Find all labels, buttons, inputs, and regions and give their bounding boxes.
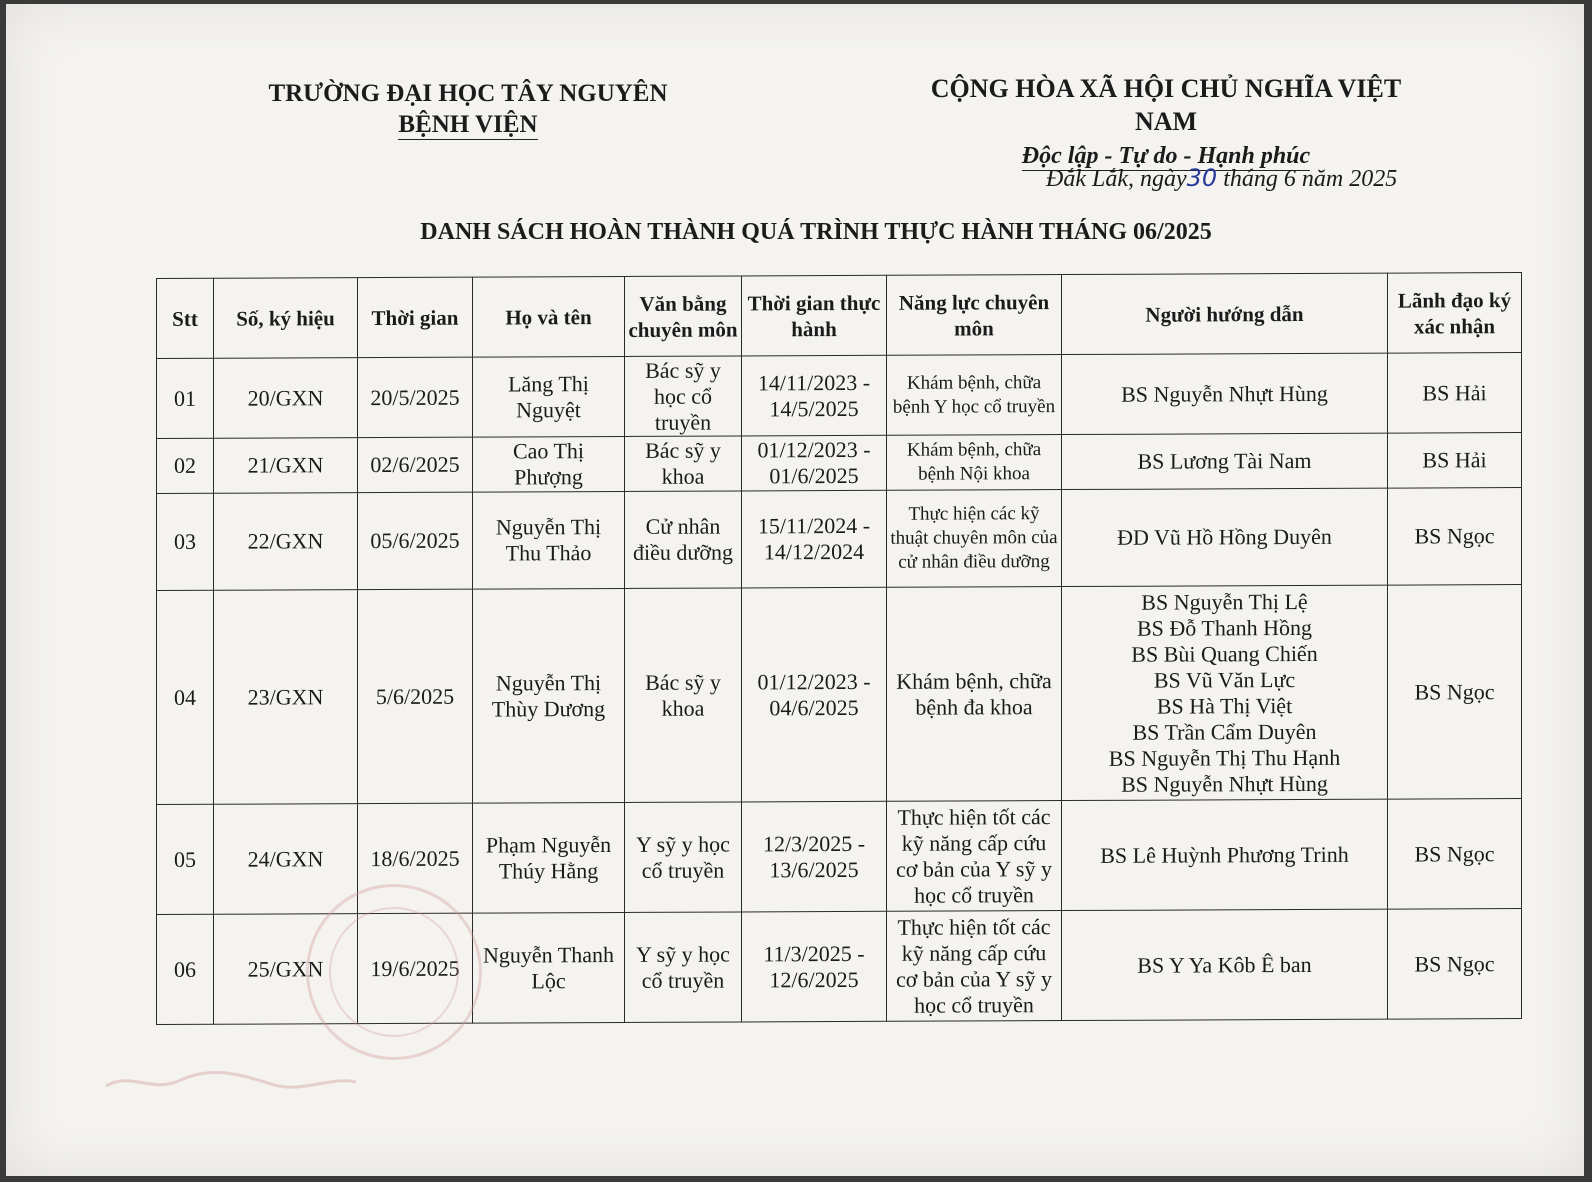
document-page (6, 4, 1584, 1176)
cell-van-bang: Y sỹ y học cổ truyền (625, 912, 742, 1023)
dateline-suffix: tháng 6 năm 2025 (1223, 166, 1398, 192)
header-cell: Họ và tên (473, 276, 625, 357)
cell-nguoi-huong-dan (1062, 909, 1388, 1020)
cell-thoi-gian-thuc-hanh: 01/12/2023 - 01/6/2025 (742, 435, 887, 491)
cell-ho-ten: Nguyễn Thanh Lộc (473, 912, 625, 1023)
mentor-name: BS Lương Tài Nam (1137, 447, 1312, 474)
header-cell: Thời gian (358, 277, 473, 358)
cell-lanh-dao: BS Ngọc (1388, 909, 1522, 1020)
table-header-row (157, 273, 1522, 359)
dateline-prefix: Đắk Lắk, ngày (1046, 166, 1187, 192)
mentor-name: BS Nguyễn Nhựt Hùng (1121, 770, 1328, 797)
cell-ho-ten: Phạm Nguyễn Thúy Hằng (473, 802, 625, 913)
cell-nguoi-huong-dan (1062, 353, 1388, 434)
cell-so-ky-hieu: 21/GXN (214, 438, 358, 494)
cell-stt: 05 (157, 804, 214, 914)
mentor-name: BS Y Ya Kôb Ê ban (1137, 951, 1312, 978)
header-cell: Thời gian thực hành (742, 275, 887, 356)
cell-thoi-gian: 18/6/2025 (358, 803, 473, 914)
country-name: CỘNG HÒA XÃ HỘI CHỦ NGHĨA VIỆT NAM (930, 74, 1402, 136)
cell-lanh-dao: BS Ngọc (1388, 488, 1522, 586)
cell-nguoi-huong-dan (1062, 488, 1388, 586)
cell-nang-luc: Khám bệnh, chữa bệnh đa khoa (887, 587, 1062, 802)
cell-thoi-gian-thuc-hanh: 14/11/2023 - 14/5/2025 (742, 355, 887, 436)
cell-thoi-gian: 5/6/2025 (358, 589, 473, 804)
cell-thoi-gian: 20/5/2025 (358, 357, 473, 438)
cell-lanh-dao: BS Ngọc (1388, 799, 1522, 910)
cell-thoi-gian: 19/6/2025 (358, 913, 473, 1024)
cell-van-bang: Y sỹ y học cổ truyền (625, 802, 742, 913)
unit-name: BỆNH VIỆN (398, 111, 538, 138)
header-left (268, 78, 668, 140)
cell-thoi-gian: 02/6/2025 (358, 437, 473, 493)
header-right (901, 72, 1431, 171)
header-cell: Lãnh đạo ký xác nhận (1388, 273, 1522, 354)
cell-thoi-gian: 05/6/2025 (358, 492, 473, 590)
cell-nang-luc: Thực hiện các kỹ thuật chuyên môn của cử nhân điều dưỡng (887, 490, 1062, 588)
header-cell: Stt (157, 278, 214, 358)
mentor-name: BS Nguyễn Nhựt Hùng (1121, 380, 1328, 407)
header-cell: Văn bằng chuyên môn (625, 276, 742, 357)
cell-lanh-dao: BS Hải (1388, 433, 1522, 489)
table-row (157, 433, 1522, 494)
cell-so-ky-hieu: 22/GXN (214, 493, 358, 591)
cell-stt: 06 (157, 914, 214, 1024)
cell-so-ky-hieu: 24/GXN (214, 804, 358, 915)
mentor-name: BS Trần Cẩm Duyên (1132, 718, 1317, 745)
cell-van-bang: Cử nhân điều dưỡng (625, 491, 742, 589)
cell-nang-luc: Khám bệnh, chữa bệnh Nội khoa (887, 435, 1062, 491)
mentor-name: BS Lê Huỳnh Phương Trinh (1100, 841, 1349, 868)
cell-ho-ten: Nguyễn Thị Thu Thảo (473, 491, 625, 589)
mentor-name: BS Hà Thị Việt (1156, 692, 1293, 719)
cell-nguoi-huong-dan (1062, 585, 1388, 800)
mentor-name: ĐD Vũ Hồ Hồng Duyên (1117, 523, 1332, 550)
dateline (1046, 164, 1446, 193)
cell-thoi-gian-thuc-hanh: 15/11/2024 - 14/12/2024 (742, 490, 887, 588)
cell-nang-luc: Khám bệnh, chữa bệnh Y học cổ truyền (887, 355, 1062, 436)
faded-stamp-mark (306, 884, 482, 1060)
cell-lanh-dao: BS Ngọc (1388, 585, 1522, 800)
mentor-name: BS Nguyễn Thị Thu Hạnh (1108, 744, 1341, 771)
cell-van-bang: Bác sỹ y khoa (625, 588, 742, 803)
cell-stt: 04 (157, 590, 214, 804)
cell-van-bang: Bác sỹ y học cổ truyền (625, 356, 742, 437)
cell-so-ky-hieu: 25/GXN (214, 914, 358, 1025)
cell-ho-ten: Lăng Thị Nguyệt (473, 356, 625, 437)
cell-lanh-dao: BS Hải (1388, 353, 1522, 434)
table-row (157, 353, 1522, 439)
dateline-day: 30 (1186, 164, 1218, 192)
mentor-name: BS Đỗ Thanh Hồng (1137, 614, 1312, 641)
header-cell: Năng lực chuyên môn (887, 275, 1062, 356)
cell-ho-ten: Cao Thị Phượng (473, 436, 625, 492)
cell-thoi-gian-thuc-hanh: 12/3/2025 - 13/6/2025 (742, 801, 887, 912)
cell-thoi-gian-thuc-hanh: 01/12/2023 - 04/6/2025 (742, 587, 887, 802)
cell-nguoi-huong-dan (1062, 433, 1388, 489)
motto: Độc lập - Tự do - Hạnh phúc (1021, 143, 1311, 169)
document-title: DANH SÁCH HOÀN THÀNH QUÁ TRÌNH THỰC HÀNH THÁNG 06/2025 (420, 219, 1212, 245)
table-row (157, 488, 1522, 591)
cell-nang-luc: Thực hiện tốt các kỹ năng cấp cứu cơ bản của Y sỹ y học cổ truyền (887, 801, 1062, 912)
cell-ho-ten: Nguyễn Thị Thùy Dương (473, 588, 625, 803)
org-name: TRƯỜNG ĐẠI HỌC TÂY NGUYÊN (268, 80, 668, 107)
cell-nguoi-huong-dan (1062, 799, 1388, 910)
cell-so-ky-hieu: 23/GXN (214, 590, 358, 805)
cell-so-ky-hieu: 20/GXN (214, 358, 358, 439)
cell-stt: 02 (157, 438, 214, 493)
cell-van-bang: Bác sỹ y khoa (625, 436, 742, 492)
table-row (157, 585, 1522, 805)
mentor-name: BS Nguyễn Thị Lệ (1141, 588, 1308, 615)
cell-nang-luc: Thực hiện tốt các kỹ năng cấp cứu cơ bản của Y sỹ y học cổ truyền (887, 911, 1062, 1022)
mentor-name: BS Bùi Quang Chiến (1131, 640, 1318, 667)
cell-thoi-gian-thuc-hanh: 11/3/2025 - 12/6/2025 (742, 911, 887, 1022)
faded-signature-mark (101, 1066, 361, 1096)
header-cell: Người hướng dẫn (1062, 273, 1388, 354)
cell-stt: 03 (157, 493, 214, 590)
cell-stt: 01 (157, 358, 214, 438)
mentor-name: BS Vũ Văn Lực (1153, 666, 1296, 693)
header-cell: Số, ký hiệu (214, 278, 358, 359)
